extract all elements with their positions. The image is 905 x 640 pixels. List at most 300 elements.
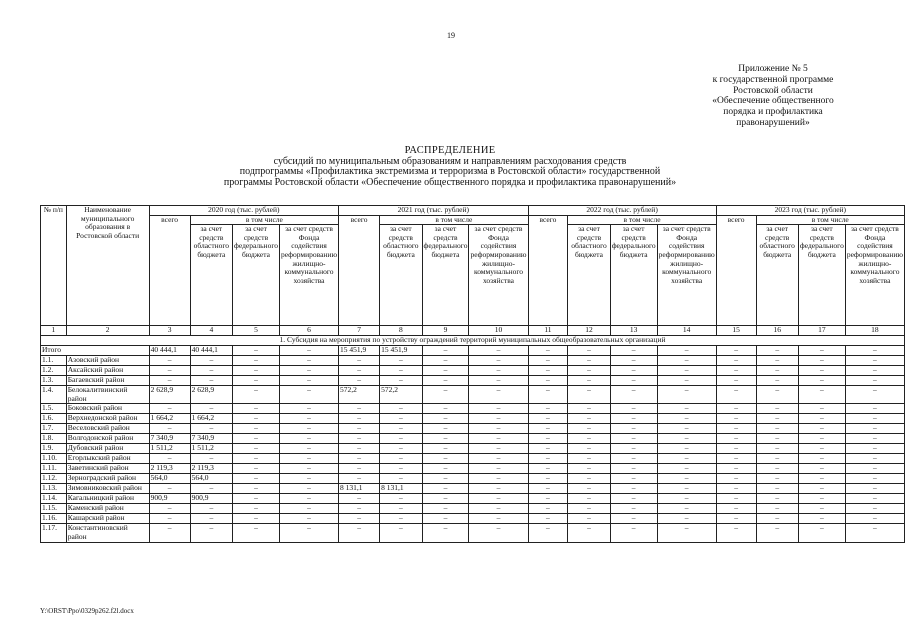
row-value: – [233, 386, 280, 404]
row-value: – [190, 424, 232, 434]
row-value: – [528, 474, 568, 484]
row-value: – [845, 386, 904, 404]
row-value: – [380, 454, 422, 464]
row-number: 1.15. [41, 504, 67, 514]
row-value: – [279, 434, 338, 444]
row-municipality: Кашарский район [66, 514, 149, 524]
table-row [41, 444, 905, 454]
row-value: – [716, 366, 756, 376]
row-value: – [149, 504, 190, 514]
row-value: – [798, 346, 845, 356]
column-numbers-row [41, 326, 905, 336]
row-value: – [716, 414, 756, 424]
row-value: 1 511,2 [190, 444, 232, 454]
row-value: 2 628,9 [149, 386, 190, 404]
row-value: – [568, 386, 610, 404]
row-value: – [422, 524, 469, 542]
row-value: – [469, 404, 528, 414]
row-value: – [716, 386, 756, 404]
row-value: – [469, 356, 528, 366]
row-value: – [845, 366, 904, 376]
header-year: 2022 год (тыс. рублей) [528, 206, 716, 216]
header-year: 2021 год (тыс. рублей) [339, 206, 528, 216]
row-value: – [716, 424, 756, 434]
row-value: 40 444,1 [190, 346, 232, 356]
row-number: 1.8. [41, 434, 67, 444]
row-value: – [798, 434, 845, 444]
row-value: – [528, 444, 568, 454]
row-value: – [279, 464, 338, 474]
row-value: – [716, 514, 756, 524]
row-value: 7 340,9 [190, 434, 232, 444]
row-value: – [380, 514, 422, 524]
table-row [41, 524, 905, 542]
row-value: – [528, 454, 568, 464]
column-number: 8 [380, 326, 422, 336]
row-municipality: Каменский район [66, 504, 149, 514]
table-row [41, 346, 905, 356]
row-value: – [339, 504, 380, 514]
row-value: – [756, 386, 798, 404]
row-value: – [568, 404, 610, 414]
row-value: – [610, 376, 657, 386]
row-value: – [422, 356, 469, 366]
row-value: – [279, 474, 338, 484]
row-value: 8 131,1 [339, 484, 380, 494]
appendix-line: порядка и профилактика [723, 107, 823, 118]
row-value: – [610, 484, 657, 494]
row-value: – [528, 376, 568, 386]
row-value: – [756, 346, 798, 356]
header-row-years [41, 206, 905, 216]
title-line: субсидий по муниципальным образованиям и направлениям расходования средств [273, 155, 627, 167]
row-value: – [469, 504, 528, 514]
row-value: – [380, 414, 422, 424]
row-value: – [657, 366, 716, 376]
row-value: – [339, 376, 380, 386]
row-value: – [657, 524, 716, 542]
row-municipality: Белокалитвинский район [66, 386, 149, 404]
row-number: 1.12. [41, 474, 67, 484]
row-value: – [610, 366, 657, 376]
row-value: – [279, 386, 338, 404]
row-value: – [469, 464, 528, 474]
row-value: – [610, 464, 657, 474]
row-value: – [339, 524, 380, 542]
row-municipality: Кагальницкий район [66, 494, 149, 504]
row-value: – [657, 346, 716, 356]
row-value: – [657, 464, 716, 474]
row-value: – [798, 494, 845, 504]
row-value: – [279, 414, 338, 424]
row-value: – [798, 444, 845, 454]
row-number: 1.1. [41, 356, 67, 366]
row-value: – [190, 376, 232, 386]
row-value: – [568, 424, 610, 434]
row-municipality: Азовский район [66, 356, 149, 366]
row-value: – [845, 504, 904, 514]
row-value: – [657, 414, 716, 424]
row-value: – [568, 376, 610, 386]
row-value: – [233, 376, 280, 386]
header-source: за счет средств областного бюджета [756, 225, 798, 326]
row-value: – [528, 366, 568, 376]
row-value: – [716, 454, 756, 464]
row-value: – [380, 524, 422, 542]
row-value: – [716, 474, 756, 484]
row-value: – [422, 464, 469, 474]
row-value: – [190, 454, 232, 464]
table-body [41, 326, 905, 542]
row-number: 1.14. [41, 494, 67, 504]
row-value: – [339, 494, 380, 504]
row-value: – [233, 414, 280, 424]
row-value: – [422, 424, 469, 434]
row-value: – [798, 386, 845, 404]
row-municipality: Дубовский район [66, 444, 149, 454]
row-value: – [756, 524, 798, 542]
header-source: за счет средств областного бюджета [380, 225, 422, 326]
row-value: – [279, 444, 338, 454]
row-value: – [845, 414, 904, 424]
row-value: – [469, 484, 528, 494]
row-value: 15 451,9 [339, 346, 380, 356]
row-number: 1.2. [41, 366, 67, 376]
row-value: – [528, 484, 568, 494]
row-value: – [469, 414, 528, 424]
row-value: – [469, 454, 528, 464]
row-value: – [233, 524, 280, 542]
row-value: – [657, 424, 716, 434]
appendix-line: к государственной программе [712, 74, 834, 85]
row-value: – [528, 504, 568, 514]
row-value: – [610, 444, 657, 454]
row-value: – [190, 404, 232, 414]
row-value: – [422, 504, 469, 514]
row-value: – [380, 404, 422, 414]
row-value: – [339, 404, 380, 414]
row-value: – [233, 494, 280, 504]
row-value: – [190, 356, 232, 366]
row-value: – [339, 356, 380, 366]
row-value: – [528, 494, 568, 504]
row-value: – [798, 376, 845, 386]
row-value: – [279, 366, 338, 376]
row-value: – [610, 474, 657, 484]
row-value: – [756, 434, 798, 444]
row-value: – [339, 514, 380, 524]
page-number: 19 [447, 31, 455, 40]
row-value: – [845, 464, 904, 474]
row-value: – [610, 424, 657, 434]
row-value: – [279, 494, 338, 504]
row-value: – [716, 464, 756, 474]
row-value: – [279, 504, 338, 514]
row-value: – [756, 454, 798, 464]
header-total: всего [716, 215, 756, 326]
header-including: в том числе [756, 215, 904, 225]
row-value: 900,9 [190, 494, 232, 504]
header-year: 2023 год (тыс. рублей) [716, 206, 904, 216]
row-total-label: Итого [41, 346, 150, 356]
row-value: – [233, 424, 280, 434]
row-value: – [716, 376, 756, 386]
row-value: – [339, 366, 380, 376]
row-value: – [610, 494, 657, 504]
row-value: – [469, 444, 528, 454]
row-value: – [233, 474, 280, 484]
row-value: – [380, 424, 422, 434]
row-value: – [798, 404, 845, 414]
row-value: – [233, 484, 280, 494]
row-value: – [422, 346, 469, 356]
row-value: – [657, 356, 716, 366]
row-value: – [568, 444, 610, 454]
table-row [41, 454, 905, 464]
row-value: – [469, 366, 528, 376]
row-number: 1.13. [41, 484, 67, 494]
row-value: – [610, 434, 657, 444]
row-value: – [845, 346, 904, 356]
row-value: – [279, 424, 338, 434]
row-value: – [798, 484, 845, 494]
row-value: – [233, 434, 280, 444]
column-number: 4 [190, 326, 232, 336]
row-value: – [339, 454, 380, 464]
row-value: – [657, 444, 716, 454]
row-number: 1.6. [41, 414, 67, 424]
row-value: – [233, 366, 280, 376]
row-value: 7 340,9 [149, 434, 190, 444]
header-source: за счет средств федерального бюджета [798, 225, 845, 326]
table-row [41, 386, 905, 404]
row-value: – [756, 376, 798, 386]
row-value: – [233, 444, 280, 454]
row-value: – [716, 444, 756, 454]
column-number: 7 [339, 326, 380, 336]
appendix-note [698, 64, 848, 129]
row-value: – [568, 484, 610, 494]
row-value: – [568, 346, 610, 356]
document-title [150, 146, 750, 188]
row-municipality: Веселовский район [66, 424, 149, 434]
row-value: – [568, 494, 610, 504]
column-number: 16 [756, 326, 798, 336]
row-value: 1 664,2 [190, 414, 232, 424]
row-value: – [149, 424, 190, 434]
row-value: – [528, 464, 568, 474]
row-value: – [233, 404, 280, 414]
row-value: 8 131,1 [380, 484, 422, 494]
row-value: – [380, 444, 422, 454]
row-value: 572,2 [339, 386, 380, 404]
row-value: – [568, 524, 610, 542]
title-heading: РАСПРЕДЕЛЕНИЕ [404, 145, 496, 156]
row-value: – [568, 514, 610, 524]
row-value: – [190, 504, 232, 514]
row-value: – [149, 356, 190, 366]
row-value: – [657, 514, 716, 524]
row-value: 2 119,3 [149, 464, 190, 474]
row-value: 564,0 [190, 474, 232, 484]
column-number: 2 [66, 326, 149, 336]
row-value: – [380, 464, 422, 474]
row-value: 1 664,2 [149, 414, 190, 424]
row-value: – [716, 404, 756, 414]
row-value: – [798, 424, 845, 434]
row-value: – [233, 514, 280, 524]
row-value: – [610, 514, 657, 524]
row-value: – [798, 474, 845, 484]
table-row [41, 474, 905, 484]
row-value: – [469, 434, 528, 444]
table-row [41, 494, 905, 504]
row-number: 1.4. [41, 386, 67, 404]
row-value: – [279, 454, 338, 464]
table-row [41, 356, 905, 366]
row-value: – [233, 454, 280, 464]
row-municipality: Заветинский район [66, 464, 149, 474]
appendix-line: «Обеспечение общественного [712, 96, 834, 107]
row-value: 1 511,2 [149, 444, 190, 454]
row-value: – [422, 376, 469, 386]
row-value: – [422, 474, 469, 484]
row-municipality: Константиновский район [66, 524, 149, 542]
row-value: – [845, 514, 904, 524]
row-value: – [380, 356, 422, 366]
row-value: – [756, 514, 798, 524]
row-value: – [528, 424, 568, 434]
row-value: – [190, 514, 232, 524]
header-source: за счет средств Фонда содействия реформированию жилищно-коммунального хозяйства [279, 225, 338, 326]
row-value: – [233, 464, 280, 474]
row-value: – [657, 386, 716, 404]
row-value: – [233, 504, 280, 514]
row-value: – [756, 464, 798, 474]
header-num: № п/п [41, 206, 67, 326]
row-value: 2 119,3 [190, 464, 232, 474]
row-value: – [798, 366, 845, 376]
row-value: – [149, 376, 190, 386]
table-row [41, 414, 905, 424]
row-value: – [798, 356, 845, 366]
column-number: 6 [279, 326, 338, 336]
row-value: – [422, 386, 469, 404]
row-value: – [528, 524, 568, 542]
row-value: – [528, 386, 568, 404]
row-value: – [610, 414, 657, 424]
row-value: – [756, 484, 798, 494]
column-number: 15 [716, 326, 756, 336]
row-municipality: Аксайский район [66, 366, 149, 376]
column-number: 10 [469, 326, 528, 336]
row-value: – [233, 356, 280, 366]
row-value: – [756, 424, 798, 434]
row-value: – [568, 474, 610, 484]
row-value: – [469, 514, 528, 524]
row-value: – [756, 494, 798, 504]
row-municipality: Волгодонской район [66, 434, 149, 444]
row-value: – [233, 346, 280, 356]
appendix-line: Приложение № 5 [738, 64, 808, 74]
row-value: – [279, 404, 338, 414]
row-municipality: Зимовниковский район [66, 484, 149, 494]
header-source: за счет средств федерального бюджета [422, 225, 469, 326]
header-source: за счет средств областного бюджета [190, 225, 232, 326]
row-value: – [610, 404, 657, 414]
row-value: – [657, 474, 716, 484]
row-value: – [756, 444, 798, 454]
row-value: – [380, 474, 422, 484]
table-row [41, 366, 905, 376]
row-value: – [380, 504, 422, 514]
row-value: – [422, 434, 469, 444]
header-source: за счет средств Фонда содействия реформированию жилищно-коммунального хозяйства [845, 225, 904, 326]
row-value: – [422, 484, 469, 494]
row-value: – [610, 524, 657, 542]
appendix-line: правонарушений» [736, 117, 810, 128]
row-value: – [568, 434, 610, 444]
row-value: 564,0 [149, 474, 190, 484]
table-row [41, 434, 905, 444]
row-value: – [610, 346, 657, 356]
row-value: – [149, 514, 190, 524]
row-value: – [190, 484, 232, 494]
column-number: 12 [568, 326, 610, 336]
row-value: – [798, 524, 845, 542]
row-value: – [716, 494, 756, 504]
row-municipality: Багаевский район [66, 376, 149, 386]
row-value: – [756, 414, 798, 424]
row-municipality: Зерноградский район [66, 474, 149, 484]
row-value: – [149, 404, 190, 414]
row-value: – [339, 434, 380, 444]
row-value: – [528, 346, 568, 356]
row-number: 1.3. [41, 376, 67, 386]
row-number: 1.9. [41, 444, 67, 454]
row-value: – [380, 494, 422, 504]
row-municipality: Егорлыкский район [66, 454, 149, 464]
row-value: – [469, 524, 528, 542]
row-value: – [149, 484, 190, 494]
row-value: – [528, 404, 568, 414]
row-value: – [610, 356, 657, 366]
row-value: – [845, 424, 904, 434]
row-value: – [716, 346, 756, 356]
row-value: – [528, 514, 568, 524]
row-value: – [149, 524, 190, 542]
header-row-total [41, 215, 905, 225]
row-value: – [845, 404, 904, 414]
row-number: 1.16. [41, 514, 67, 524]
row-value: – [469, 376, 528, 386]
row-value: – [756, 366, 798, 376]
row-number: 1.7. [41, 424, 67, 434]
table-row [41, 376, 905, 386]
row-value: – [469, 424, 528, 434]
row-value: – [339, 414, 380, 424]
row-value: – [756, 504, 798, 514]
row-value: 40 444,1 [149, 346, 190, 356]
row-value: – [380, 376, 422, 386]
header-source: за счет средств федерального бюджета [233, 225, 280, 326]
row-value: 900,9 [149, 494, 190, 504]
row-value: – [610, 454, 657, 464]
row-value: – [756, 356, 798, 366]
row-value: – [568, 366, 610, 376]
row-value: – [568, 414, 610, 424]
row-value: – [657, 504, 716, 514]
